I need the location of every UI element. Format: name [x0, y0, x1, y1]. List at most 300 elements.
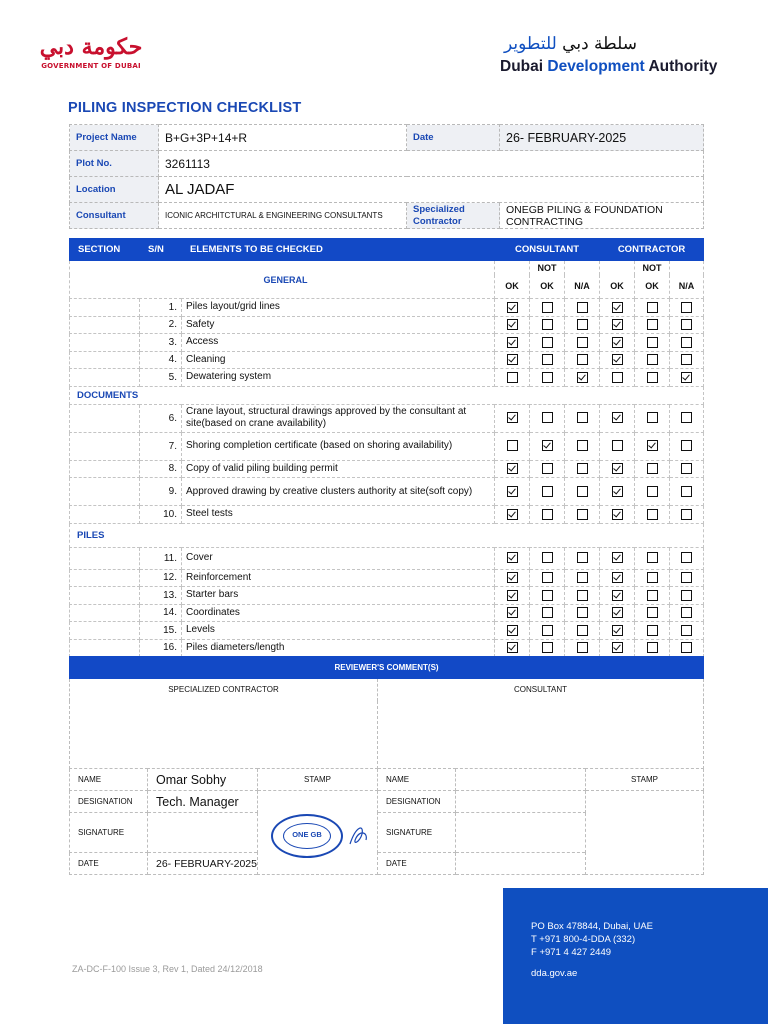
contractor-ok-cell — [600, 460, 635, 478]
consultant-ok-cell — [495, 478, 530, 506]
consultant-ok-checkbox[interactable] — [507, 625, 518, 636]
consultant-date-label: DATE — [378, 853, 456, 875]
consultant-not-ok-cell — [530, 622, 565, 640]
item-label: Reinforcement — [182, 569, 495, 587]
contractor-ok-checkbox[interactable] — [612, 509, 623, 520]
contractor-ok-cell — [600, 351, 635, 369]
contractor-na-cell — [670, 299, 704, 317]
subheader-top-1: NOT — [530, 261, 565, 275]
item-label: Crane layout, structural drawings approved by the consultant at site(based on crane availability) — [182, 404, 495, 432]
consultant-not-ok-checkbox[interactable] — [542, 625, 553, 636]
consultant-signature-value[interactable] — [456, 813, 586, 853]
consultant-na-checkbox[interactable] — [577, 302, 588, 313]
section-cell — [70, 334, 140, 352]
consultant-not-ok-checkbox[interactable] — [542, 590, 553, 601]
contractor-ok-cell — [600, 622, 635, 640]
consultant-ok-checkbox[interactable] — [507, 572, 518, 583]
contractor-date-value: 26- FEBRUARY-2025 — [148, 853, 258, 875]
project-info-table — [69, 124, 704, 229]
item-label: Levels — [182, 622, 495, 640]
contractor-not-ok-checkbox[interactable] — [647, 486, 658, 497]
contractor-not-ok-checkbox[interactable] — [647, 372, 658, 383]
item-number: 3. — [140, 334, 182, 352]
checklist-row — [70, 369, 704, 387]
consultant-name-value[interactable] — [456, 769, 586, 791]
contractor-na-cell — [670, 351, 704, 369]
date-label: Date — [407, 125, 500, 151]
consultant-na-checkbox[interactable] — [577, 412, 588, 423]
section-cell — [70, 432, 140, 460]
contractor-na-checkbox[interactable] — [681, 509, 692, 520]
contractor-na-cell — [670, 478, 704, 506]
consultant-na-cell — [565, 547, 600, 569]
checklist-row — [70, 432, 704, 460]
consultant-na-cell — [565, 299, 600, 317]
contractor-not-ok-cell — [635, 547, 670, 569]
contractor-ok-checkbox[interactable] — [612, 625, 623, 636]
contractor-not-ok-checkbox[interactable] — [647, 590, 658, 601]
fax: F +971 4 427 2449 — [531, 947, 612, 958]
item-label: Steel tests — [182, 506, 495, 524]
item-label: Approved drawing by creative clusters authority at site(soft copy) — [182, 478, 495, 506]
contractor-not-ok-checkbox[interactable] — [647, 642, 658, 653]
contractor-not-ok-cell — [635, 639, 670, 657]
consultant-ok-cell — [495, 351, 530, 369]
consultant-ok-cell — [495, 404, 530, 432]
contractor-ok-checkbox[interactable] — [612, 642, 623, 653]
contractor-na-cell — [670, 334, 704, 352]
consultant-ok-checkbox[interactable] — [507, 412, 518, 423]
item-label: Piles layout/grid lines — [182, 299, 495, 317]
consultant-not-ok-checkbox[interactable] — [542, 412, 553, 423]
checklist-row — [70, 299, 704, 317]
consultant-comment-area[interactable] — [378, 701, 704, 769]
contractor-not-ok-checkbox[interactable] — [647, 463, 658, 474]
item-number: 7. — [140, 432, 182, 460]
consultant-ok-cell — [495, 639, 530, 657]
contractor-na-checkbox[interactable] — [681, 319, 692, 330]
contractor-not-ok-cell — [635, 432, 670, 460]
consultant-na-checkbox[interactable] — [577, 625, 588, 636]
item-number: 9. — [140, 478, 182, 506]
subheader-bottom-2: N/A — [565, 275, 600, 299]
contractor-ok-cell — [600, 587, 635, 605]
consultant-ok-checkbox[interactable] — [507, 372, 518, 383]
item-label: Cleaning — [182, 351, 495, 369]
consultant-ok-cell — [495, 432, 530, 460]
item-number: 13. — [140, 587, 182, 605]
contractor-comment-area[interactable] — [70, 701, 378, 769]
contractor-na-checkbox[interactable] — [681, 625, 692, 636]
consultant-ok-cell — [495, 506, 530, 524]
consultant-na-cell — [565, 622, 600, 640]
consultant-na-checkbox[interactable] — [577, 552, 588, 563]
section-cell — [70, 478, 140, 506]
contractor-ok-cell — [600, 316, 635, 334]
contractor-ok-cell — [600, 299, 635, 317]
contractor-ok-checkbox[interactable] — [612, 440, 623, 451]
location-label: Location — [70, 177, 159, 203]
section-label: PILES — [70, 523, 704, 547]
consultant-ok-checkbox[interactable] — [507, 440, 518, 451]
contractor-ok-checkbox[interactable] — [612, 552, 623, 563]
contractor-ok-checkbox[interactable] — [612, 572, 623, 583]
subheader-top-5 — [670, 261, 704, 275]
plot-label: Plot No. — [70, 151, 159, 177]
item-number: 8. — [140, 460, 182, 478]
contractor-ok-cell — [600, 569, 635, 587]
consultant-na-cell — [565, 587, 600, 605]
date-value: 26- FEBRUARY-2025 — [500, 125, 704, 151]
specialized-contractor-label: Specialized Contractor — [407, 203, 500, 229]
item-number: 14. — [140, 604, 182, 622]
consultant-na-cell — [565, 478, 600, 506]
contractor-header: CONTRACTOR — [600, 239, 704, 261]
contractor-not-ok-cell — [635, 478, 670, 506]
contractor-na-checkbox[interactable] — [681, 440, 692, 451]
consultant-ok-checkbox[interactable] — [507, 642, 518, 653]
consultant-ok-cell — [495, 569, 530, 587]
reviewer-comments-header: REVIEWER'S COMMENT(S) — [70, 657, 704, 679]
consultant-not-ok-cell — [530, 316, 565, 334]
consultant-ok-checkbox[interactable] — [507, 463, 518, 474]
contractor-na-checkbox[interactable] — [681, 302, 692, 313]
contractor-na-checkbox[interactable] — [681, 463, 692, 474]
consultant-not-ok-cell — [530, 404, 565, 432]
contractor-not-ok-checkbox[interactable] — [647, 319, 658, 330]
item-number: 10. — [140, 506, 182, 524]
handwritten-signature — [346, 822, 372, 850]
contractor-not-ok-checkbox[interactable] — [647, 625, 658, 636]
contractor-ok-checkbox[interactable] — [612, 590, 623, 601]
contractor-signature-value — [148, 813, 258, 853]
contact-box — [503, 888, 768, 1024]
consultant-ok-cell — [495, 604, 530, 622]
item-number: 15. — [140, 622, 182, 640]
checklist-row — [70, 622, 704, 640]
contractor-ok-checkbox[interactable] — [612, 463, 623, 474]
section-cell — [70, 547, 140, 569]
consultant-not-ok-cell — [530, 369, 565, 387]
contractor-na-checkbox[interactable] — [681, 354, 692, 365]
contractor-na-checkbox[interactable] — [681, 642, 692, 653]
section-cell — [70, 404, 140, 432]
contractor-na-cell — [670, 369, 704, 387]
checklist-row — [70, 404, 704, 432]
contractor-date-label: DATE — [70, 853, 148, 875]
contractor-na-checkbox[interactable] — [681, 486, 692, 497]
consultant-na-cell — [565, 506, 600, 524]
consultant-na-checkbox[interactable] — [577, 463, 588, 474]
contractor-ok-cell — [600, 369, 635, 387]
section-header: SECTION — [70, 239, 140, 261]
contractor-ok-cell — [600, 639, 635, 657]
consultant-na-cell — [565, 316, 600, 334]
consultant-ok-checkbox[interactable] — [507, 302, 518, 313]
consultant-not-ok-checkbox[interactable] — [542, 642, 553, 653]
consultant-not-ok-checkbox[interactable] — [542, 486, 553, 497]
item-label: Cover — [182, 547, 495, 569]
location-value: AL JADAF — [159, 177, 704, 203]
consultant-na-checkbox[interactable] — [577, 642, 588, 653]
consultant-na-cell — [565, 569, 600, 587]
consultant-ok-checkbox[interactable] — [507, 607, 518, 618]
contractor-ok-cell — [600, 478, 635, 506]
contractor-designation-value: Tech. Manager — [148, 791, 258, 813]
contractor-not-ok-checkbox[interactable] — [647, 440, 658, 451]
consultant-not-ok-cell — [530, 604, 565, 622]
website-link[interactable]: dda.gov.ae — [531, 968, 578, 979]
consultant-ok-checkbox[interactable] — [507, 319, 518, 330]
contractor-ok-checkbox[interactable] — [612, 412, 623, 423]
contractor-not-ok-checkbox[interactable] — [647, 337, 658, 348]
consultant-na-checkbox[interactable] — [577, 509, 588, 520]
contractor-ok-checkbox[interactable] — [612, 319, 623, 330]
consultant-na-cell — [565, 639, 600, 657]
consultant-na-checkbox[interactable] — [577, 354, 588, 365]
consultant-ok-cell — [495, 334, 530, 352]
contractor-not-ok-checkbox[interactable] — [647, 354, 658, 365]
contractor-not-ok-checkbox[interactable] — [647, 607, 658, 618]
contractor-name-label: NAME — [70, 769, 148, 791]
contractor-not-ok-checkbox[interactable] — [647, 572, 658, 583]
consultant-not-ok-checkbox[interactable] — [542, 463, 553, 474]
contractor-na-checkbox[interactable] — [681, 552, 692, 563]
consultant-not-ok-checkbox[interactable] — [542, 354, 553, 365]
contractor-na-checkbox[interactable] — [681, 590, 692, 601]
section-cell — [70, 299, 140, 317]
contractor-ok-checkbox[interactable] — [612, 337, 623, 348]
contractor-na-checkbox[interactable] — [681, 572, 692, 583]
consultant-not-ok-cell — [530, 334, 565, 352]
consultant-na-checkbox[interactable] — [577, 486, 588, 497]
specialized-contractor-value: ONEGB PILING & FOUNDATION CONTRACTING — [500, 203, 704, 229]
sn-header: S/N — [140, 239, 182, 261]
section-label: GENERAL — [70, 261, 495, 299]
contractor-ok-cell — [600, 432, 635, 460]
consultant-value: ICONIC ARCHITCTURAL & ENGINEERING CONSULTANTS — [159, 203, 407, 229]
contractor-not-ok-cell — [635, 604, 670, 622]
consultant-header: CONSULTANT — [495, 239, 600, 261]
consultant-not-ok-cell — [530, 587, 565, 605]
contractor-ok-cell — [600, 506, 635, 524]
contractor-not-ok-cell — [635, 506, 670, 524]
consultant-na-checkbox[interactable] — [577, 319, 588, 330]
item-number: 16. — [140, 639, 182, 657]
section-row — [70, 386, 704, 404]
consultant-not-ok-cell — [530, 351, 565, 369]
consultant-column-label: CONSULTANT — [378, 679, 704, 701]
section-cell — [70, 639, 140, 657]
consultant-not-ok-checkbox[interactable] — [542, 440, 553, 451]
consultant-ok-checkbox[interactable] — [507, 509, 518, 520]
contractor-ok-checkbox[interactable] — [612, 486, 623, 497]
dda-logo-arabic: سلطة دبي للتطوير — [504, 34, 637, 54]
contractor-na-cell — [670, 316, 704, 334]
item-label: Piles diameters/length — [182, 639, 495, 657]
consultant-ok-cell — [495, 547, 530, 569]
consultant-name-label: NAME — [378, 769, 456, 791]
item-number: 12. — [140, 569, 182, 587]
contractor-not-ok-checkbox[interactable] — [647, 412, 658, 423]
telephone: T +971 800-4-DDA (332) — [531, 934, 636, 945]
section-cell — [70, 369, 140, 387]
consultant-ok-cell — [495, 460, 530, 478]
consultant-not-ok-checkbox[interactable] — [542, 572, 553, 583]
section-cell — [70, 587, 140, 605]
consultant-na-checkbox[interactable] — [577, 372, 588, 383]
contractor-not-ok-cell — [635, 351, 670, 369]
consultant-label: Consultant — [70, 203, 159, 229]
consultant-ok-cell — [495, 369, 530, 387]
contractor-not-ok-cell — [635, 569, 670, 587]
consultant-na-checkbox[interactable] — [577, 607, 588, 618]
consultant-ok-checkbox[interactable] — [507, 354, 518, 365]
subheader-top-4: NOT — [635, 261, 670, 275]
section-cell — [70, 604, 140, 622]
consultant-na-cell — [565, 351, 600, 369]
consultant-not-ok-checkbox[interactable] — [542, 337, 553, 348]
contractor-na-cell — [670, 506, 704, 524]
consultant-not-ok-cell — [530, 432, 565, 460]
section-cell — [70, 316, 140, 334]
contractor-not-ok-cell — [635, 404, 670, 432]
contractor-ok-cell — [600, 404, 635, 432]
contractor-ok-checkbox[interactable] — [612, 354, 623, 365]
consultant-na-checkbox[interactable] — [577, 590, 588, 601]
item-number: 1. — [140, 299, 182, 317]
consultant-ok-checkbox[interactable] — [507, 552, 518, 563]
checklist-row — [70, 506, 704, 524]
contractor-not-ok-cell — [635, 316, 670, 334]
section-cell — [70, 622, 140, 640]
consultant-not-ok-checkbox[interactable] — [542, 302, 553, 313]
section-cell — [70, 351, 140, 369]
checklist-row — [70, 604, 704, 622]
contractor-not-ok-cell — [635, 334, 670, 352]
item-label: Access — [182, 334, 495, 352]
consultant-ok-cell — [495, 316, 530, 334]
consultant-not-ok-checkbox[interactable] — [542, 552, 553, 563]
item-label: Coordinates — [182, 604, 495, 622]
consultant-na-checkbox[interactable] — [577, 572, 588, 583]
item-label: Copy of valid piling building permit — [182, 460, 495, 478]
checklist-row — [70, 334, 704, 352]
consultant-not-ok-checkbox[interactable] — [542, 607, 553, 618]
consultant-not-ok-checkbox[interactable] — [542, 509, 553, 520]
contractor-na-checkbox[interactable] — [681, 412, 692, 423]
page-title: PILING INSPECTION CHECKLIST — [68, 100, 302, 116]
contractor-not-ok-checkbox[interactable] — [647, 509, 658, 520]
contractor-ok-checkbox[interactable] — [612, 372, 623, 383]
contractor-not-ok-checkbox[interactable] — [647, 552, 658, 563]
stamp-text: ONE GB — [283, 823, 331, 849]
checklist-row — [70, 351, 704, 369]
contractor-not-ok-cell — [635, 622, 670, 640]
dda-logo — [500, 34, 732, 76]
contractor-ok-cell — [600, 604, 635, 622]
consultant-not-ok-cell — [530, 460, 565, 478]
project-name-value: B+G+3P+14+R — [159, 125, 407, 151]
consultant-na-cell — [565, 369, 600, 387]
consultant-date-value[interactable] — [456, 853, 586, 875]
consultant-not-ok-cell — [530, 478, 565, 506]
consultant-not-ok-cell — [530, 547, 565, 569]
item-label: Dewatering system — [182, 369, 495, 387]
consultant-designation-label: DESIGNATION — [378, 791, 456, 813]
government-of-dubai-logo — [36, 34, 146, 70]
contractor-na-cell — [670, 404, 704, 432]
item-number: 4. — [140, 351, 182, 369]
consultant-na-cell — [565, 334, 600, 352]
checklist-row — [70, 639, 704, 657]
contractor-not-ok-cell — [635, 369, 670, 387]
item-number: 6. — [140, 404, 182, 432]
consultant-not-ok-cell — [530, 299, 565, 317]
contractor-na-cell — [670, 432, 704, 460]
elements-header: ELEMENTS TO BE CHECKED — [182, 239, 495, 261]
checklist-row — [70, 478, 704, 506]
consultant-ok-cell — [495, 622, 530, 640]
gov-logo-english: GOVERNMENT OF DUBAI — [41, 62, 141, 70]
reviewer-comments-table — [69, 656, 704, 875]
checklist-row — [70, 587, 704, 605]
consultant-not-ok-checkbox[interactable] — [542, 319, 553, 330]
gov-logo-arabic: حكومة دبي — [39, 34, 143, 60]
section-row — [70, 523, 704, 547]
contractor-ok-cell — [600, 334, 635, 352]
company-stamp — [271, 814, 343, 858]
contractor-ok-checkbox[interactable] — [612, 607, 623, 618]
subheader-top-3 — [600, 261, 635, 275]
consultant-stamp-label: STAMP — [586, 769, 704, 791]
contractor-not-ok-cell — [635, 587, 670, 605]
contractor-na-checkbox[interactable] — [681, 372, 692, 383]
section-cell — [70, 506, 140, 524]
contractor-not-ok-cell — [635, 299, 670, 317]
consultant-ok-checkbox[interactable] — [507, 486, 518, 497]
subheader-top-2 — [565, 261, 600, 275]
consultant-ok-checkbox[interactable] — [507, 337, 518, 348]
subheader-bottom-1: OK — [530, 275, 565, 299]
project-name-label: Project Name — [70, 125, 159, 151]
contractor-stamp-label: STAMP — [258, 769, 378, 791]
specialized-contractor-column-label: SPECIALIZED CONTRACTOR — [70, 679, 378, 701]
contractor-not-ok-checkbox[interactable] — [647, 302, 658, 313]
contractor-na-cell — [670, 547, 704, 569]
consultant-designation-value[interactable] — [456, 791, 586, 813]
consultant-stamp-area — [586, 791, 704, 875]
contractor-designation-label: DESIGNATION — [70, 791, 148, 813]
contractor-na-checkbox[interactable] — [681, 607, 692, 618]
consultant-na-checkbox[interactable] — [577, 337, 588, 348]
consultant-ok-checkbox[interactable] — [507, 590, 518, 601]
inspection-checklist-table — [69, 238, 704, 657]
contractor-na-cell — [670, 639, 704, 657]
consultant-not-ok-checkbox[interactable] — [542, 372, 553, 383]
item-number: 5. — [140, 369, 182, 387]
contractor-ok-cell — [600, 547, 635, 569]
checklist-row — [70, 569, 704, 587]
consultant-not-ok-cell — [530, 639, 565, 657]
subheader-top-0 — [495, 261, 530, 275]
contractor-ok-checkbox[interactable] — [612, 302, 623, 313]
dda-logo-english: Dubai Development Authority — [500, 58, 718, 75]
contractor-na-checkbox[interactable] — [681, 337, 692, 348]
consultant-na-checkbox[interactable] — [577, 440, 588, 451]
subheader-row — [70, 261, 704, 275]
subheader-bottom-5: N/A — [670, 275, 704, 299]
